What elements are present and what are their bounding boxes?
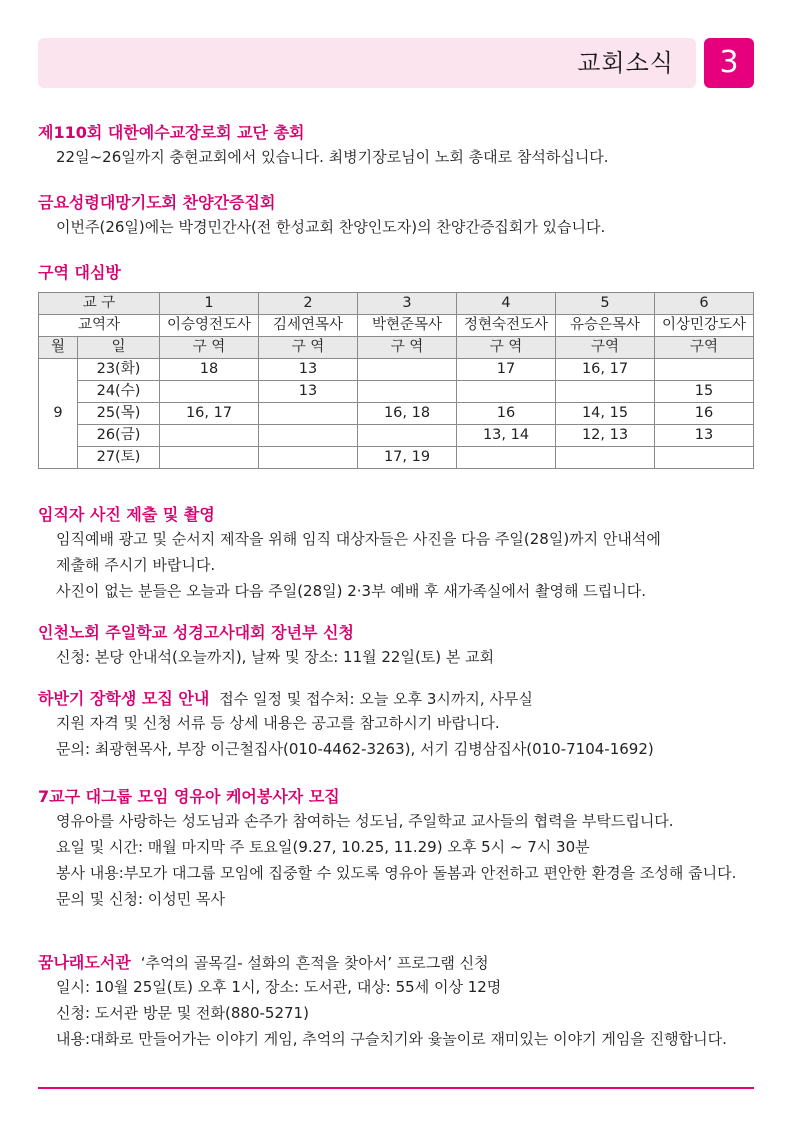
zone-cell xyxy=(358,381,457,403)
zone-cell: 14, 15 xyxy=(556,403,655,425)
zone-cell: 17 xyxy=(457,359,556,381)
zone-cell xyxy=(457,447,556,469)
zone-cell xyxy=(259,403,358,425)
minister-cell: 박현준목사 xyxy=(358,315,457,337)
notice-title: 금요성령대망기도회 찬양간증집회 xyxy=(38,193,276,212)
minister-cell: 유승은목사 xyxy=(556,315,655,337)
notice-hanging-item xyxy=(38,1026,760,1052)
zone-cell xyxy=(655,447,754,469)
zone-cell xyxy=(259,425,358,447)
notice-title: 제110회 대한예수교장로회 교단 총회 xyxy=(38,123,305,142)
header-cell: 월 xyxy=(39,337,78,359)
header-cell: 구 역 xyxy=(259,337,358,359)
header-cell: 6 xyxy=(655,293,754,315)
zone-cell: 13 xyxy=(259,381,358,403)
notice-text: 요일 및 시간: 매월 마지막 주 토요일(9.27, 10.25, 11.29) 오후 5시 ~ 7시 30분 xyxy=(56,838,590,856)
notice-text: 사진이 없는 분들은 오늘과 다음 주일(28일) 2·3부 예배 후 새가족실에서 촬영해 드립니다. xyxy=(56,582,647,600)
notice-text: 부모가 대그룹 모임에 집중할 수 있도록 영유아 돌봄과 안전하고 편안한 환경을 조성해 줍니다. xyxy=(123,864,737,882)
notice-general-assembly xyxy=(38,122,760,170)
zone-cell: 15 xyxy=(655,381,754,403)
notice-library-program xyxy=(38,952,760,1052)
zone-cell: 16, 17 xyxy=(160,403,259,425)
notice-title: 인천노회 주일학교 성경고사대회 장년부 신청 xyxy=(38,623,354,642)
notice-text: 일시: 10월 25일(토) 오후 1시, 장소: 도서관, 대상: 55세 이상 12명 xyxy=(56,978,502,996)
table-row xyxy=(39,447,754,469)
minister-cell: 이승영전도사 xyxy=(160,315,259,337)
table-header-district xyxy=(39,293,754,315)
day-cell: 23(화) xyxy=(78,359,160,381)
notice-label: 봉사 내용: xyxy=(56,864,124,882)
zone-cell xyxy=(655,359,754,381)
day-cell: 27(토) xyxy=(78,447,160,469)
notice-text: 제출해 주시기 바랍니다. xyxy=(56,556,216,574)
header-cell: 5 xyxy=(556,293,655,315)
notice-text: 신청: 본당 안내석(오늘까지), 날짜 및 장소: 11월 22일(토) 본 교회 xyxy=(56,648,495,666)
notice-text: 이번주(26일)에는 박경민간사(전 한성교회 찬양인도자)의 찬양간증집회가 있습니다. xyxy=(56,218,606,236)
zone-cell: 12, 13 xyxy=(556,425,655,447)
notice-title: 임직자 사진 제출 및 촬영 xyxy=(38,505,215,524)
notice-text: 문의: 최광현목사, 부장 이근철집사(010-4462-3263), 서기 김병삼집사(010-7104-1692) xyxy=(56,740,654,758)
header-cell: 구 역 xyxy=(160,337,259,359)
table-row xyxy=(39,425,754,447)
page-number-badge: 3 xyxy=(704,38,754,88)
header-cell: 3 xyxy=(358,293,457,315)
notice-scholarship xyxy=(38,688,760,762)
notice-label: 내용: xyxy=(56,1030,91,1048)
zone-cell xyxy=(556,381,655,403)
header-cell: 구역 xyxy=(655,337,754,359)
district-visit-table xyxy=(38,292,754,469)
notice-praise-concert xyxy=(38,192,760,240)
minister-cell: 김세연목사 xyxy=(259,315,358,337)
notice-infant-care-volunteer xyxy=(38,786,760,912)
month-cell: 9 xyxy=(39,359,78,469)
zone-cell: 16 xyxy=(457,403,556,425)
zone-cell xyxy=(457,381,556,403)
notice-text: 지원 자격 및 신청 서류 등 상세 내용은 공고를 참고하시기 바랍니다. xyxy=(56,714,500,732)
notice-title-row xyxy=(38,952,760,974)
day-cell: 26(금) xyxy=(78,425,160,447)
header-cell: 1 xyxy=(160,293,259,315)
table-row xyxy=(39,359,754,381)
notice-text: 신청: 도서관 방문 및 전화(880-5271) xyxy=(56,1004,309,1022)
header-cell: 구 역 xyxy=(358,337,457,359)
zone-cell: 16 xyxy=(655,403,754,425)
header-cell: 일 xyxy=(78,337,160,359)
table-row xyxy=(39,403,754,425)
notice-photo-submission xyxy=(38,504,760,604)
header-cell: 2 xyxy=(259,293,358,315)
notice-title: 7교구 대그룹 모임 영유아 케어봉사자 모집 xyxy=(38,787,340,806)
header-cell: 구역 xyxy=(556,337,655,359)
table-header-minister xyxy=(39,315,754,337)
zone-cell xyxy=(358,425,457,447)
day-cell: 24(수) xyxy=(78,381,160,403)
table-header-zone xyxy=(39,337,754,359)
notice-text: 문의 및 신청: 이성민 목사 xyxy=(56,890,226,908)
zone-cell xyxy=(556,447,655,469)
zone-cell: 13, 14 xyxy=(457,425,556,447)
zone-cell: 13 xyxy=(259,359,358,381)
table-row xyxy=(39,381,754,403)
header-cell: 4 xyxy=(457,293,556,315)
notice-text: 대화로 만들어가는 이야기 게임, 추억의 구슬치기와 윷놀이로 재미있는 이야기 게임을 진행합니다. xyxy=(90,1030,727,1048)
notice-bible-contest xyxy=(38,622,760,670)
zone-cell xyxy=(160,425,259,447)
notice-title-row xyxy=(38,688,760,710)
header-cell: 교역자 xyxy=(39,315,160,337)
zone-cell xyxy=(358,359,457,381)
zone-cell xyxy=(160,447,259,469)
minister-cell: 정현숙전도사 xyxy=(457,315,556,337)
bottom-divider xyxy=(38,1087,754,1089)
header-cell: 구 역 xyxy=(457,337,556,359)
notice-title: 구역 대심방 xyxy=(38,263,121,282)
header-cell: 교 구 xyxy=(39,293,160,315)
notice-title: 꿈나래도서관 xyxy=(38,953,131,972)
zone-cell: 13 xyxy=(655,425,754,447)
zone-cell: 18 xyxy=(160,359,259,381)
notice-district-visit xyxy=(38,262,760,284)
zone-cell: 16, 17 xyxy=(556,359,655,381)
notice-inline-text: 접수 일정 및 접수처: 오늘 오후 3시까지, 사무실 xyxy=(219,690,533,708)
notice-text: 임직예배 광고 및 순서지 제작을 위해 임직 대상자들은 사진을 다음 주일(28일)까지 안내석에 xyxy=(56,530,661,548)
notice-hanging-item xyxy=(38,860,760,886)
day-cell: 25(목) xyxy=(78,403,160,425)
page-title: 교회소식 xyxy=(577,49,674,77)
notice-inline-text: ‘추억의 골목길- 설화의 흔적을 찾아서’ 프로그램 신청 xyxy=(140,954,489,972)
zone-cell: 16, 18 xyxy=(358,403,457,425)
notice-title: 하반기 장학생 모집 안내 xyxy=(38,689,210,708)
header-bar xyxy=(38,38,696,88)
notice-text: 22일~26일까지 충현교회에서 있습니다. 최병기장로님이 노회 총대로 참석하십니다. xyxy=(56,148,609,166)
zone-cell: 17, 19 xyxy=(358,447,457,469)
notice-text: 영유아를 사랑하는 성도님과 손주가 참여하는 성도님, 주일학교 교사들의 협력을 부탁드립니다. xyxy=(56,812,674,830)
zone-cell xyxy=(160,381,259,403)
minister-cell: 이상민강도사 xyxy=(655,315,754,337)
zone-cell xyxy=(259,447,358,469)
